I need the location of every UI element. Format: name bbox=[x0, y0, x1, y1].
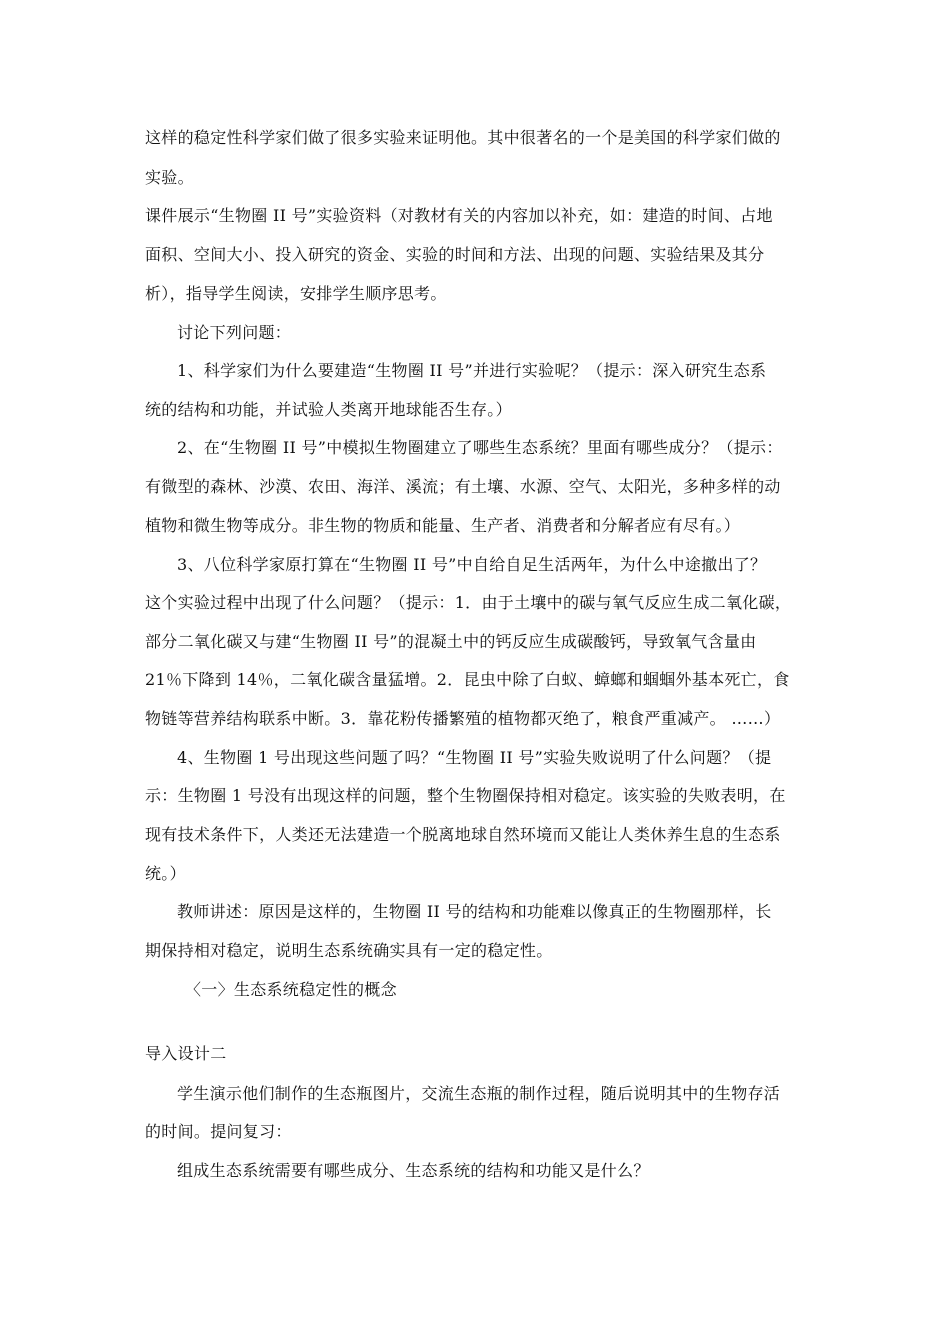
teacher-statement-line: 教师讲述：原因是这样的，生物圈 II 号的结构和功能难以像真正的生物圈那样，长 bbox=[177, 902, 772, 921]
paragraph-line: 有微型的森林、沙漠、农田、海洋、溪流；有土壤、水源、空气、太阳光，多种多样的动 bbox=[145, 477, 781, 496]
subsection-heading: 导入设计二 bbox=[145, 1044, 227, 1063]
paragraph-line: 植物和微生物等成分。非生物的物质和能量、生产者、消费者和分解者应有尽有。） bbox=[145, 516, 741, 535]
paragraph-line: 21％下降到 14％，二氧化碳含量猛增。2．昆虫中除了白蚁、蟑螂和蝈蝈外基本死亡，食 bbox=[145, 670, 790, 689]
paragraph-line: 的时间。提问复习： bbox=[145, 1122, 292, 1141]
paragraph-line: 实验。 bbox=[145, 168, 194, 187]
question-3-line: 3、八位科学家原打算在“生物圈 II 号”中自给自足生活两年，为什么中途撤出了？ bbox=[177, 555, 767, 574]
paragraph-line: 期保持相对稳定，说明生态系统确实具有一定的稳定性。 bbox=[145, 941, 553, 960]
section-heading: 〈一〉生态系统稳定性的概念 bbox=[185, 980, 397, 999]
question-2-line: 2、在“生物圈 II 号”中模拟生物圈建立了哪些生态系统？里面有哪些成分？（提示： bbox=[177, 438, 783, 457]
paragraph-line: 析），指导学生阅读，安排学生顺序思考。 bbox=[145, 284, 447, 303]
question-1-line: 1、科学家们为什么要建造“生物圈 II 号”并进行实验呢？（提示：深入研究生态系 bbox=[177, 361, 767, 380]
paragraph-line: 面积、空间大小、投入研究的资金、实验的时间和方法、出现的问题、实验结果及其分 bbox=[145, 245, 765, 264]
paragraph-line: 示：生物圈 1 号没有出现这样的问题，整个生物圈保持相对稳定。该实验的失败表明，在 bbox=[145, 786, 786, 805]
paragraph-line: 课件展示“生物圈 II 号”实验资料（对教材有关的内容加以补充，如：建造的时间、占地 bbox=[145, 206, 773, 225]
paragraph-line: 物链等营养结构联系中断。3．靠花粉传播繁殖的植物都灭绝了，粮食严重减产。 ……） bbox=[145, 709, 781, 728]
paragraph-line: 统的结构和功能，并试验人类离开地球能否生存。） bbox=[145, 400, 512, 419]
paragraph-line: 这个实验过程中出现了什么问题？（提示：1．由于土壤中的碳与氧气反应生成二氧化碳， bbox=[145, 593, 792, 612]
paragraph-line: 部分二氧化碳又与建“生物圈 II 号”的混凝土中的钙反应生成碳酸钙，导致氧气含量由 bbox=[145, 632, 757, 651]
paragraph-line: 统。） bbox=[145, 864, 186, 883]
paragraph-line: 学生演示他们制作的生态瓶图片，交流生态瓶的制作过程，随后说明其中的生物存活 bbox=[177, 1084, 781, 1103]
paragraph-line: 这样的稳定性科学家们做了很多实验来证明他。其中很著名的一个是美国的科学家们做的 bbox=[145, 128, 781, 147]
discussion-heading: 讨论下列问题： bbox=[177, 323, 292, 342]
review-question-line: 组成生态系统需要有哪些成分、生态系统的结构和功能又是什么？ bbox=[177, 1161, 650, 1180]
question-4-line: 4、生物圈 1 号出现这些问题了吗？“生物圈 II 号”实验失败说明了什么问题？（提 bbox=[177, 748, 772, 767]
paragraph-line: 现有技术条件下，人类还无法建造一个脱离地球自然环境而又能让人类休养生息的生态系 bbox=[145, 825, 781, 844]
